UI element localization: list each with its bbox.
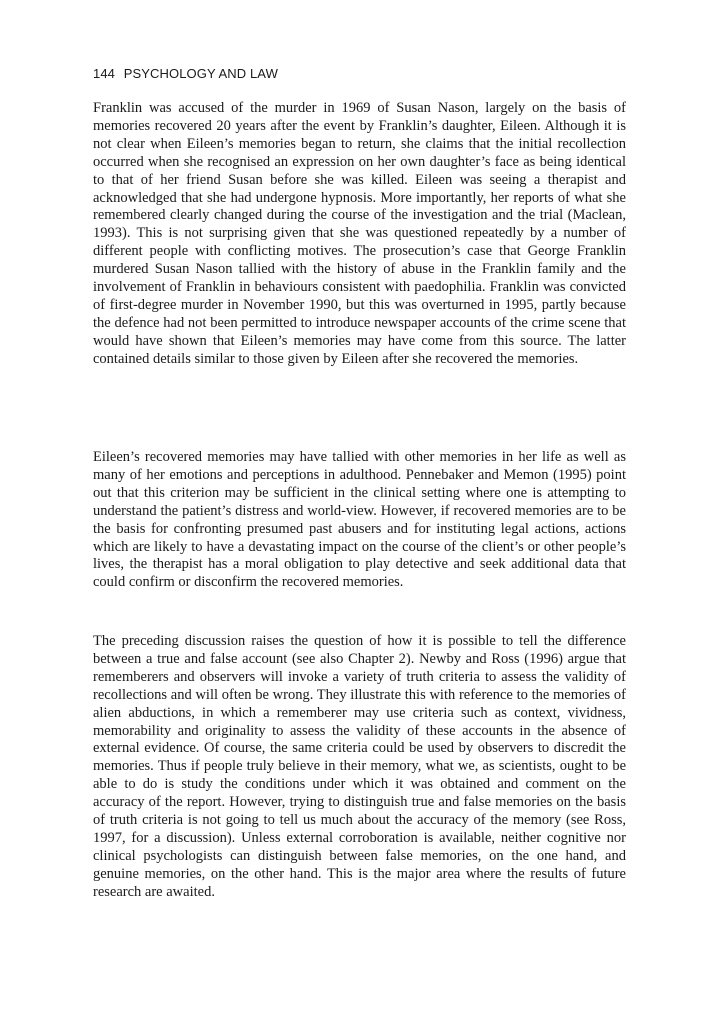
paragraph-recovered-memories: Eileen’s recovered memories may have tallied with other memories in her life as well as many of her emotions and perceptions in adulthood. Pennebaker and Memon (1995) point out that this criterion may be sufficient in the clinical setting where one is attempting to understand the patient’s distress and world-view. However, if recovered memories are to be the basis for confronting presumed past abusers and for instituting legal actions, actions which are likely to have a devastating impact on the course of the client’s or other people’s lives, the therapist has a moral obligation to play detective and seek additional data that could confirm or disconfirm the recovered memories. xyxy=(93,449,626,591)
page-number: 144 xyxy=(93,66,115,81)
running-title: PSYCHOLOGY AND LAW xyxy=(123,66,278,81)
paragraph-franklin-case: Franklin was accused of the murder in 1969 of Susan Nason, largely on the basis of memories recovered 20 years after the event by Franklin’s daughter, Eileen. Although it is not clear when Eileen’s memories began to return, she claims that the initial recollection occurred when she recognised an expression on her own daughter’s face as being identical to that of her friend Susan before she was killed. Eileen was seeing a therapist and acknowledged that she had undergone hypnosis. More importantly, her reports of what she remembered clearly changed during the course of the investigation and the trial (Maclean, 1993). This is not surprising given that she was questioned repeatedly by a number of different people with conflicting motives. The prosecution’s case that George Franklin murdered Susan Nason tallied with the history of abuse in the Franklin family and the involvement of Franklin in behaviours consistent with paedophilia. Franklin was convicted of first-degree murder in November 1990, but this was overturned in 1995, partly because the defence had not been permitted to introduce newspaper accounts of the crime scene that would have shown that Eileen’s memories may have come from this source. The latter contained details similar to those given by Eileen after she recovered the memories. xyxy=(93,100,626,367)
running-header xyxy=(93,66,278,81)
paragraph-true-false-accounts: The preceding discussion raises the question of how it is possible to tell the difference between a true and false account (see also Chapter 2). Newby and Ross (1996) argue that rememberers and observers will invoke a variety of truth criteria to assess the validity of recollections and will often be wrong. They illustrate this with reference to the memories of alien abductions, in which a rememberer may use criteria such as context, vividness, memorability and originality to assess the validity of these accounts in the absence of external evidence. Of course, the same criteria could be used by observers to discredit the memories. Thus if people truly believe in their memory, what we, as scientists, ought to be able to do is study the conditions under which it was obtained and comment on the accuracy of the report. However, trying to distinguish true and false memories on the basis of truth criteria is not going to tell us much about the accuracy of the memory (see Ross, 1997, for a discussion). Unless external corroboration is available, neither cognitive nor clinical psychologists can distinguish between false memories, on the one hand, and genuine memories, on the other hand. This is the major area where the results of future research are awaited. xyxy=(93,633,626,900)
